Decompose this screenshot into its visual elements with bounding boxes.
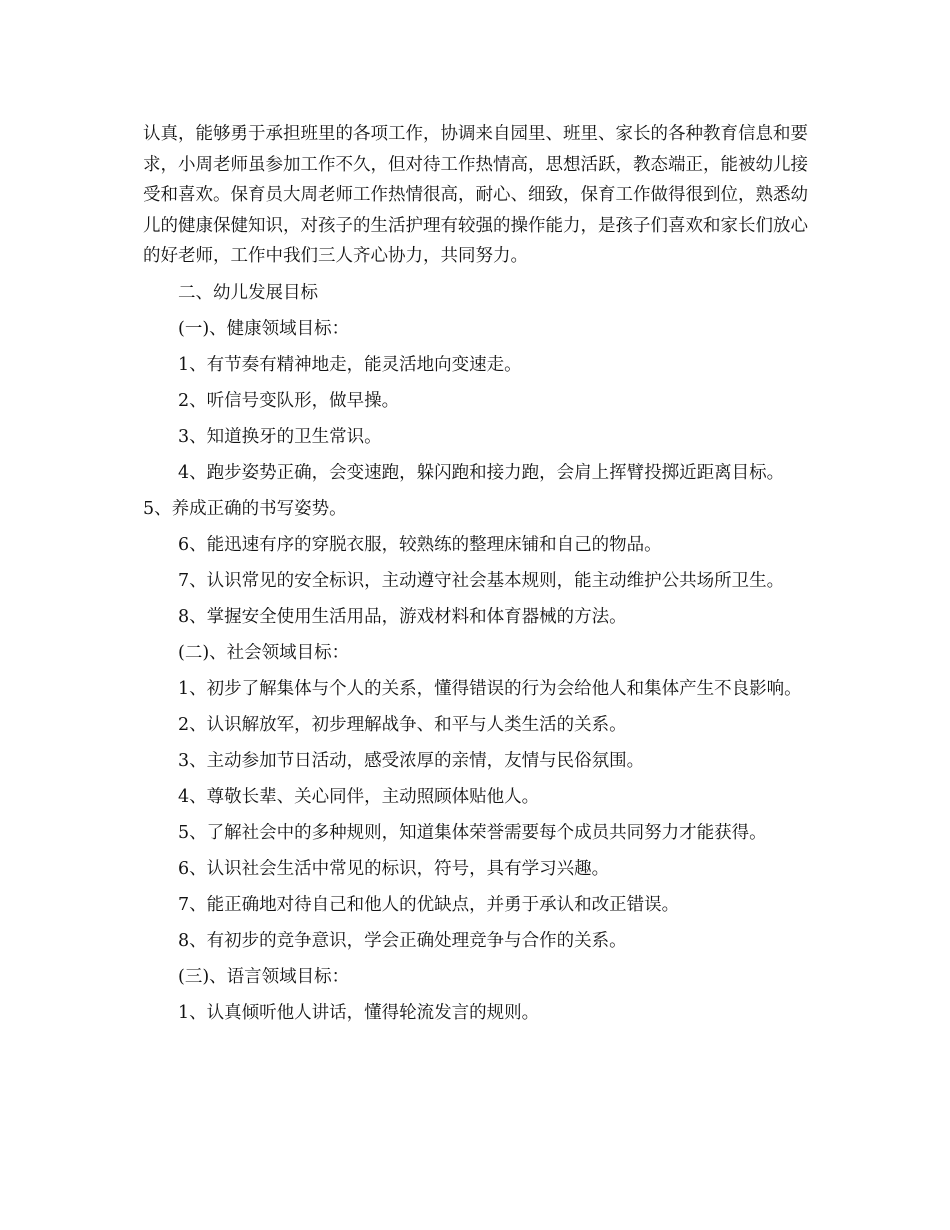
list-item: 8、有初步的竞争意识，学会正确处理竞争与合作的关系。 — [178, 930, 627, 951]
list-item: 3、知道换牙的卫生常识。 — [178, 426, 382, 447]
list-item: 7、能正确地对待自己和他人的优缺点，并勇于承认和改正错误。 — [178, 894, 680, 915]
list-item: 1、认真倾听他人讲话，懂得轮流发言的规则。 — [178, 1002, 540, 1023]
document-body — [143, 119, 823, 1034]
list-item: 5、了解社会中的多种规则，知道集体荣誉需要每个成员共同努力才能获得。 — [178, 822, 767, 843]
list-item: 1、初步了解集体与个人的关系，懂得错误的行为会给他人和集体产生不良影响。 — [178, 678, 802, 699]
paragraph-staff-intro: 认真，能够勇于承担班里的各项工作，协调来自园里、班里、家长的各种教育信息和要求，小周老师虽参加工作不久，但对待工作热情高，思想活跃，教态端正，能被幼儿接受和喜欢。保育员大周老师工作热情很高，耐心、细致，保育工作做得很到位，熟悉幼儿的健康保健知识，对孩子的生活护理有较强的操作能力，是孩子们喜欢和家长们放心的好老师，工作中我们三人齐心协力，共同努力。 — [143, 124, 808, 266]
list-item: 2、认识解放军，初步理解战争、和平与人类生活的关系。 — [178, 714, 627, 735]
list-item: 4、跑步姿势正确，会变速跑，躲闪跑和接力跑，会肩上挥臂投掷近距离目标。 — [178, 462, 785, 483]
subsection-heading-social: (二)、社会领域目标： — [178, 642, 350, 663]
list-item: 7、认识常见的安全标识，主动遵守社会基本规则，能主动维护公共场所卫生。 — [178, 570, 785, 591]
list-item: 6、认识社会生活中常见的标识，符号，具有学习兴趣。 — [178, 858, 610, 879]
list-item: 4、尊敬长辈、关心同伴，主动照顾体贴他人。 — [178, 786, 540, 807]
list-item: 8、掌握安全使用生活用品，游戏材料和体育器械的方法。 — [178, 606, 627, 627]
list-item: 2、听信号变队形，做早操。 — [178, 390, 400, 411]
list-item: 1、有节奏有精神地走，能灵活地向变速走。 — [178, 354, 522, 375]
list-item: 5、养成正确的书写姿势。 — [143, 498, 347, 519]
list-item: 3、主动参加节日活动，感受浓厚的亲情，友情与民俗氛围。 — [178, 750, 645, 771]
subsection-heading-health: (一)、健康领域目标： — [178, 318, 350, 339]
subsection-heading-language: (三)、语言领域目标： — [178, 966, 350, 987]
list-item: 6、能迅速有序的穿脱衣服，较熟练的整理床铺和自己的物品。 — [178, 534, 662, 555]
section-heading-development-goals: 二、幼儿发展目标 — [178, 282, 318, 303]
